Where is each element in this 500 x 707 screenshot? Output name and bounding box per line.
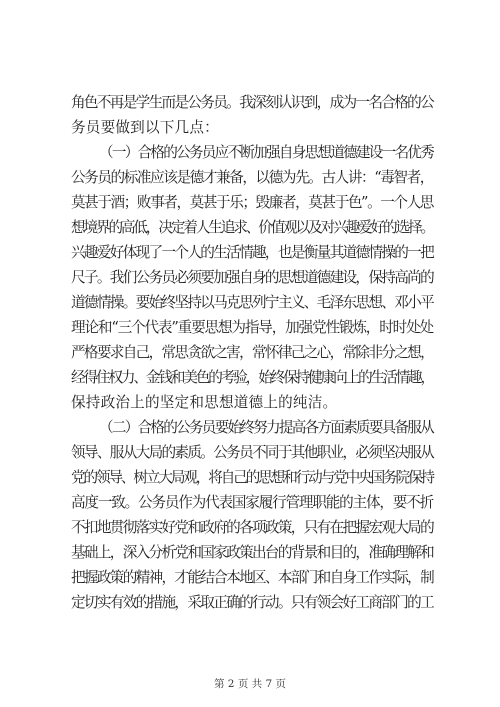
- text-line: 不扣地贯彻落实好党和政府的各项政策，只有在把握宏观大局的: [71, 519, 433, 536]
- text-line: 定切实有效的措施，采取正确的行动。只有领会好工商部门的工: [71, 594, 433, 611]
- text-line: 公务员的标准应该是德才兼备，以德为先。古人讲：“毒智者，: [71, 169, 433, 186]
- text-line: 经得住权力、金钱和美色的考验，始终保持健康向上的生活情趣，: [71, 369, 433, 386]
- text-line: 道德情操。要始终坚持以马克思列宁主义、毛泽东思想、邓小平: [71, 294, 433, 311]
- text-line: 兴趣爱好体现了一个人的生活情趣，也是衡量其道德情操的一把: [71, 244, 433, 261]
- text-line: 严格要求自己，常思贪欲之害，常怀律己之心，常除非分之想，: [71, 344, 433, 361]
- text-line: 高度一致。公务员作为代表国家履行管理职能的主体，要不折: [71, 494, 433, 511]
- text-line: 领导、服从大局的素质。公务员不同于其他职业，必须坚决服从: [71, 444, 433, 461]
- text-line: 基础上，深入分析党和国家政策出台的背景和目的，准确理解和: [71, 544, 433, 561]
- text-line: 把握政策的精神，才能结合本地区、本部门和自身工作实际，制: [71, 569, 433, 586]
- text-line: 理论和“三个代表”重要思想为指导，加强党性锻炼，时时处处: [71, 319, 433, 336]
- text-line: 莫甚于酒；败事者，莫甚于乐；毁廉者，莫甚于色”。一个人思: [71, 194, 433, 211]
- text-line: 想境界的高低，决定着人生追求、价值观以及对兴趣爱好的选择。: [71, 219, 433, 236]
- page-footer: 第 2 页 共 7 页: [213, 678, 287, 690]
- body-text: [71, 90, 433, 615]
- text-line: 务员要做到以下几点：: [71, 119, 219, 136]
- text-line: 角色不再是学生而是公务员。我深刻认识到，成为一名合格的公: [71, 94, 433, 111]
- text-line: 党的领导、树立大局观，将自己的思想和行动与党中央国务院保持: [71, 469, 433, 486]
- paragraph-heading-1: （一）合格的公务员应不断加强自身思想道德建设一名优秀: [99, 144, 433, 161]
- text-line: 保持政治上的坚定和思想道德上的纯洁。: [71, 394, 338, 411]
- text-line: 尺子。我们公务员必须要加强自身的思想道德建设，保持高尚的: [71, 269, 433, 286]
- paragraph-heading-2: （二）合格的公务员要始终努力提高各方面素质要具备服从: [99, 419, 433, 436]
